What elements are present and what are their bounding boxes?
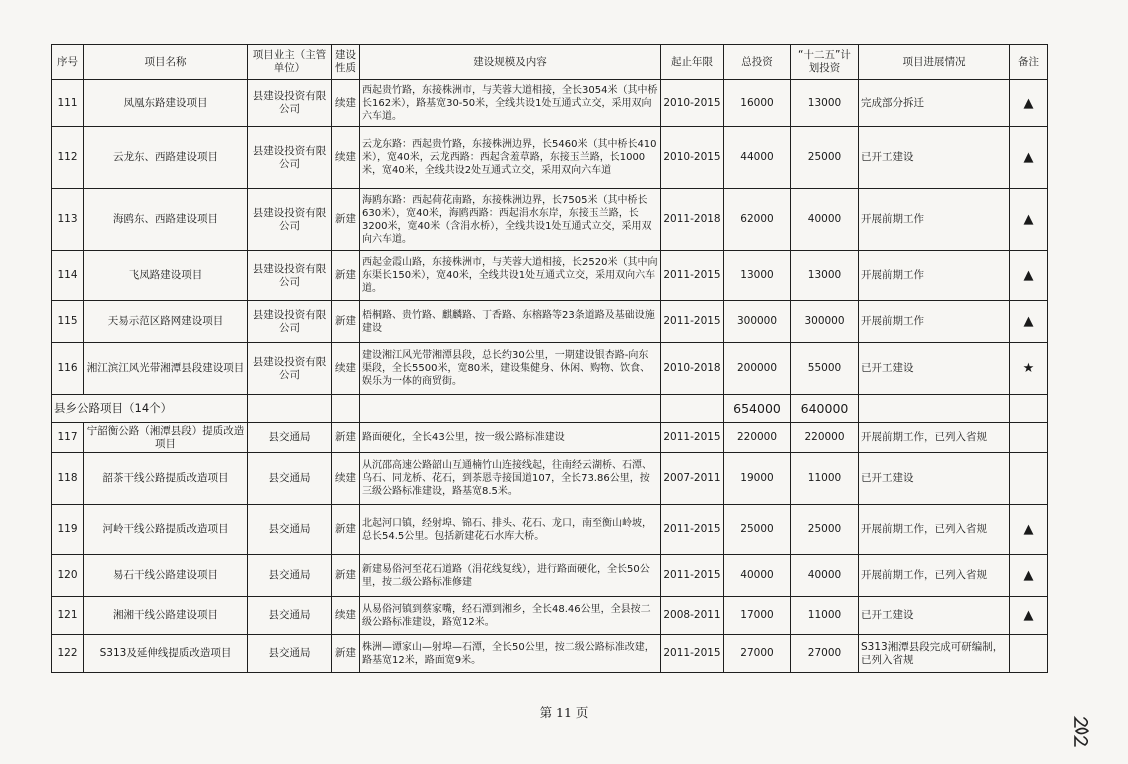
project-nature: 续建 bbox=[332, 343, 360, 395]
row-number: 118 bbox=[52, 453, 84, 505]
project-owner: 县交通局 bbox=[248, 635, 332, 673]
total-investment: 13000 bbox=[724, 251, 791, 301]
project-name: 韶茶干线公路提质改造项目 bbox=[84, 453, 248, 505]
row-number: 114 bbox=[52, 251, 84, 301]
table-row bbox=[52, 635, 1048, 673]
project-scope: 新建易俗河至花石道路（涓花线复线），进行路面硬化，全长50公里，按二级公路标准修建 bbox=[360, 555, 661, 597]
project-owner: 县建设投资有限公司 bbox=[248, 189, 332, 251]
note-mark: ★ bbox=[1010, 343, 1048, 395]
project-owner: 县交通局 bbox=[248, 597, 332, 635]
project-table bbox=[51, 44, 1048, 673]
project-scope: 北起河口镇，经射埠、锦石、排头、花石、龙口，南至衡山岭坡，总长54.5公里。包括新建花石水库大桥。 bbox=[360, 505, 661, 555]
section-label: 县乡公路项目（14个） bbox=[52, 395, 248, 423]
project-scope: 梧桐路、贵竹路、麒麟路、丁香路、东榕路等23条道路及基础设施建设 bbox=[360, 301, 661, 343]
project-scope: 从易俗河镇到蔡家嘴，经石潭到湘乡，全长48.46公里，全县按二级公路标准建设，路宽12米。 bbox=[360, 597, 661, 635]
table-row bbox=[52, 127, 1048, 189]
plan-investment: 25000 bbox=[791, 127, 859, 189]
project-scope: 海鸥东路：西起荷花南路，东接株洲边界，长7505米（其中桥长630米），宽40米，海鸥西路：西起涓水东岸，东接玉兰路，长3200米，宽40米（含涓水桥），全线共设1处互通式立交，采用双向六车道。 bbox=[360, 189, 661, 251]
project-name: 易石干线公路建设项目 bbox=[84, 555, 248, 597]
project-name: 天易示范区路网建设项目 bbox=[84, 301, 248, 343]
note-mark bbox=[1010, 453, 1048, 505]
header-name: 项目名称 bbox=[84, 45, 248, 80]
project-scope: 云龙东路：西起贵竹路，东接株洲边界，长5460米（其中桥长410米），宽40米，云龙西路：西起含羞草路，东接玉兰路，长1000米，宽40米，全线共设2处互通式立交，采用双向六车道 bbox=[360, 127, 661, 189]
project-years: 2010-2015 bbox=[661, 127, 724, 189]
note-mark: ▲ bbox=[1010, 189, 1048, 251]
total-investment: 27000 bbox=[724, 635, 791, 673]
project-nature: 新建 bbox=[332, 635, 360, 673]
project-progress: 已开工建设 bbox=[859, 343, 1010, 395]
project-years: 2011-2015 bbox=[661, 301, 724, 343]
project-years: 2011-2018 bbox=[661, 189, 724, 251]
project-scope: 西起金霞山路，东接株洲市，与芙蓉大道相接，长2520米（其中向东渠长150米），宽40米，全线共设1处互通式立交，采用双向六车道。 bbox=[360, 251, 661, 301]
plan-investment: 27000 bbox=[791, 635, 859, 673]
project-nature: 新建 bbox=[332, 251, 360, 301]
project-progress: 开展前期工作 bbox=[859, 189, 1010, 251]
row-number: 113 bbox=[52, 189, 84, 251]
note-mark: ▲ bbox=[1010, 80, 1048, 127]
plan-investment: 220000 bbox=[791, 423, 859, 453]
row-number: 120 bbox=[52, 555, 84, 597]
plan-investment: 13000 bbox=[791, 80, 859, 127]
handwritten-page-number bbox=[1060, 712, 1100, 752]
header-progress: 项目进展情况 bbox=[859, 45, 1010, 80]
project-nature: 新建 bbox=[332, 301, 360, 343]
table-row bbox=[52, 555, 1048, 597]
project-progress: 开展前期工作 bbox=[859, 301, 1010, 343]
header-total: 总投资 bbox=[724, 45, 791, 80]
project-scope: 从沉邵高速公路韶山互通楠竹山连接线起，往南经云湖桥、石潭、乌石、同龙桥、花石，到茶恩寺接国道107，全长73.86公里，按三级公路标准建设，路基宽8.5米。 bbox=[360, 453, 661, 505]
table-row bbox=[52, 505, 1048, 555]
project-progress: 已开工建设 bbox=[859, 453, 1010, 505]
project-nature: 新建 bbox=[332, 555, 360, 597]
row-number: 115 bbox=[52, 301, 84, 343]
total-investment: 62000 bbox=[724, 189, 791, 251]
project-scope: 株洲—谭家山—射埠—石潭，全长50公里，按二级公路标准改建，路基宽12米，路面宽9米。 bbox=[360, 635, 661, 673]
project-progress: 开展前期工作 bbox=[859, 251, 1010, 301]
table-row bbox=[52, 423, 1048, 453]
section-row bbox=[52, 395, 1048, 423]
note-mark: ▲ bbox=[1010, 251, 1048, 301]
total-investment: 200000 bbox=[724, 343, 791, 395]
row-number: 117 bbox=[52, 423, 84, 453]
project-years: 2011-2015 bbox=[661, 505, 724, 555]
project-years: 2011-2015 bbox=[661, 251, 724, 301]
project-years: 2011-2015 bbox=[661, 635, 724, 673]
header-row bbox=[52, 45, 1048, 80]
row-number: 116 bbox=[52, 343, 84, 395]
table-row bbox=[52, 597, 1048, 635]
header-note: 备注 bbox=[1010, 45, 1048, 80]
note-mark: ▲ bbox=[1010, 555, 1048, 597]
table-row bbox=[52, 80, 1048, 127]
header-plan: “十二五”计划投资 bbox=[791, 45, 859, 80]
note-mark: ▲ bbox=[1010, 301, 1048, 343]
project-progress: 已开工建设 bbox=[859, 597, 1010, 635]
project-owner: 县交通局 bbox=[248, 555, 332, 597]
project-scope: 建设湘江风光带湘潭县段，总长约30公里，一期建设银杏路-向东渠段，全长5500米，宽80米，建设集健身、休闲、购物、饮食、娱乐为一体的商贸街。 bbox=[360, 343, 661, 395]
header-nature: 建设性质 bbox=[332, 45, 360, 80]
project-years: 2010-2018 bbox=[661, 343, 724, 395]
project-nature: 新建 bbox=[332, 189, 360, 251]
table-row bbox=[52, 453, 1048, 505]
project-name: 宁韶衡公路（湘潭县段）提质改造项目 bbox=[84, 423, 248, 453]
project-owner: 县建设投资有限公司 bbox=[248, 80, 332, 127]
plan-investment: 40000 bbox=[791, 189, 859, 251]
project-name: S313及延伸线提质改造项目 bbox=[84, 635, 248, 673]
row-number: 122 bbox=[52, 635, 84, 673]
table-row bbox=[52, 301, 1048, 343]
project-name: 湘湘干线公路建设项目 bbox=[84, 597, 248, 635]
project-owner: 县建设投资有限公司 bbox=[248, 127, 332, 189]
plan-investment: 300000 bbox=[791, 301, 859, 343]
row-number: 111 bbox=[52, 80, 84, 127]
project-nature: 新建 bbox=[332, 505, 360, 555]
total-investment: 40000 bbox=[724, 555, 791, 597]
note-mark: ▲ bbox=[1010, 127, 1048, 189]
total-investment: 220000 bbox=[724, 423, 791, 453]
project-progress: 开展前期工作，已列入省规 bbox=[859, 555, 1010, 597]
plan-investment: 40000 bbox=[791, 555, 859, 597]
total-investment: 16000 bbox=[724, 80, 791, 127]
project-owner: 县建设投资有限公司 bbox=[248, 301, 332, 343]
section-plan: 640000 bbox=[791, 395, 859, 423]
table-row bbox=[52, 251, 1048, 301]
project-progress: 开展前期工作，已列入省规 bbox=[859, 505, 1010, 555]
note-mark: ▲ bbox=[1010, 505, 1048, 555]
project-progress: 已开工建设 bbox=[859, 127, 1010, 189]
header-seq: 序号 bbox=[52, 45, 84, 80]
project-nature: 新建 bbox=[332, 423, 360, 453]
header-scope: 建设规模及内容 bbox=[360, 45, 661, 80]
project-name: 湘江滨江风光带湘潭县段建设项目 bbox=[84, 343, 248, 395]
total-investment: 19000 bbox=[724, 453, 791, 505]
header-years: 起止年限 bbox=[661, 45, 724, 80]
project-owner: 县交通局 bbox=[248, 505, 332, 555]
project-scope: 路面硬化，全长43公里，按一级公路标准建设 bbox=[360, 423, 661, 453]
row-number: 119 bbox=[52, 505, 84, 555]
plan-investment: 55000 bbox=[791, 343, 859, 395]
project-name: 凤凰东路建设项目 bbox=[84, 80, 248, 127]
total-investment: 44000 bbox=[724, 127, 791, 189]
project-nature: 续建 bbox=[332, 127, 360, 189]
project-years: 2007-2011 bbox=[661, 453, 724, 505]
project-nature: 续建 bbox=[332, 80, 360, 127]
project-name: 海鸥东、西路建设项目 bbox=[84, 189, 248, 251]
project-progress: S313湘潭县段完成可研编制，已列入省规 bbox=[859, 635, 1010, 673]
total-investment: 300000 bbox=[724, 301, 791, 343]
project-owner: 县建设投资有限公司 bbox=[248, 343, 332, 395]
note-mark bbox=[1010, 635, 1048, 673]
project-name: 云龙东、西路建设项目 bbox=[84, 127, 248, 189]
project-name: 飞凤路建设项目 bbox=[84, 251, 248, 301]
page-number: 第 11 页 bbox=[539, 705, 589, 720]
plan-investment: 13000 bbox=[791, 251, 859, 301]
total-investment: 17000 bbox=[724, 597, 791, 635]
project-years: 2008-2011 bbox=[661, 597, 724, 635]
header-owner: 项目业主（主管单位） bbox=[248, 45, 332, 80]
project-progress: 完成部分拆迁 bbox=[859, 80, 1010, 127]
note-mark bbox=[1010, 423, 1048, 453]
project-owner: 县交通局 bbox=[248, 453, 332, 505]
project-owner: 县建设投资有限公司 bbox=[248, 251, 332, 301]
project-scope: 西起贵竹路，东接株洲市，与芙蓉大道相接，全长3054米（其中桥长162米），路基宽30-50米，全线共设1处互通式立交，采用双向六车道。 bbox=[360, 80, 661, 127]
plan-investment: 11000 bbox=[791, 597, 859, 635]
project-years: 2011-2015 bbox=[661, 423, 724, 453]
table-row bbox=[52, 189, 1048, 251]
row-number: 112 bbox=[52, 127, 84, 189]
plan-investment: 11000 bbox=[791, 453, 859, 505]
plan-investment: 25000 bbox=[791, 505, 859, 555]
section-total: 654000 bbox=[724, 395, 791, 423]
project-nature: 续建 bbox=[332, 597, 360, 635]
project-progress: 开展前期工作，已列入省规 bbox=[859, 423, 1010, 453]
note-mark: ▲ bbox=[1010, 597, 1048, 635]
project-owner: 县交通局 bbox=[248, 423, 332, 453]
project-years: 2011-2015 bbox=[661, 555, 724, 597]
total-investment: 25000 bbox=[724, 505, 791, 555]
project-nature: 续建 bbox=[332, 453, 360, 505]
project-years: 2010-2015 bbox=[661, 80, 724, 127]
row-number: 121 bbox=[52, 597, 84, 635]
project-name: 河岭干线公路提质改造项目 bbox=[84, 505, 248, 555]
table-row bbox=[52, 343, 1048, 395]
